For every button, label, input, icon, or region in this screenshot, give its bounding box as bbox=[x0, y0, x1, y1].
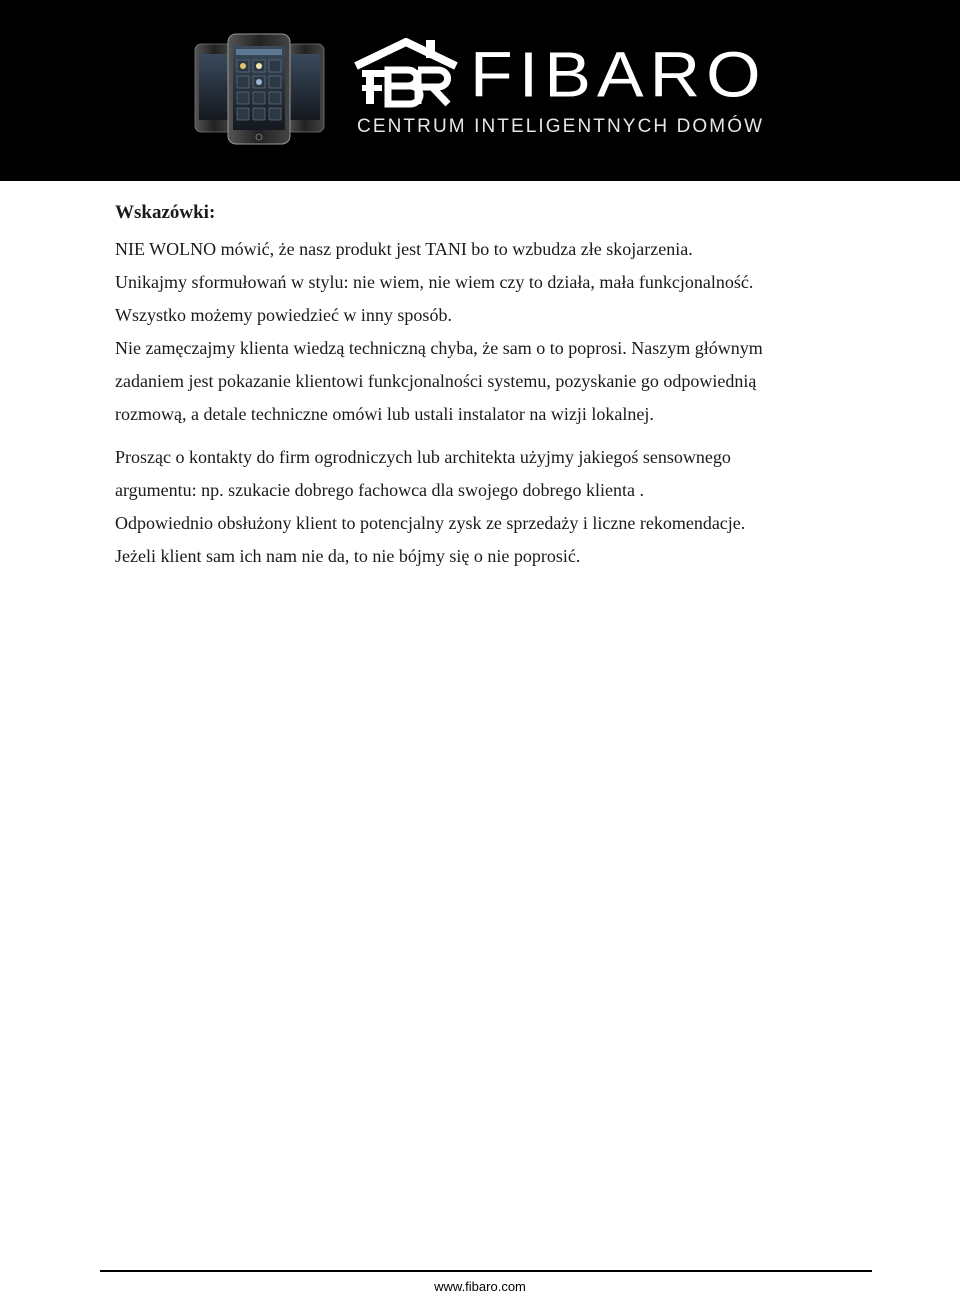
footer-divider bbox=[100, 1270, 872, 1272]
text-line: Wszystko możemy powiedzieć w inny sposób. bbox=[115, 305, 452, 325]
footer-url: www.fibaro.com bbox=[434, 1279, 526, 1294]
text-line: argumentu: np. szukacie dobrego fachowca dla swojego dobrego klienta . bbox=[115, 480, 644, 500]
text-line: Unikajmy sformułowań w stylu: nie wiem, nie wiem czy to działa, mała funkcjonalność. bbox=[115, 272, 754, 292]
section-heading: Wskazówki: bbox=[115, 202, 216, 223]
brand-tagline: CENTRUM INTELIGENTNYCH DOMÓW bbox=[357, 116, 765, 137]
brand-name: FIBARO bbox=[470, 38, 767, 111]
text-line: NIE WOLNO mówić, że nasz produkt jest TANI bo to wzbudza złe skojarzenia. bbox=[115, 239, 693, 259]
paragraph-contacts bbox=[115, 441, 875, 573]
document-body bbox=[115, 202, 875, 573]
fibaro-house-logo-icon bbox=[352, 38, 462, 108]
text-line: zadaniem jest pokazanie klientowi funkcjonalności systemu, pozyskanie go odpowiednią bbox=[115, 371, 757, 391]
text-line: Odpowiednio obsłużony klient to potencjalny zysk ze sprzedaży i liczne rekomendacje. bbox=[115, 513, 746, 533]
text-line: Jeżeli klient sam ich nam nie da, to nie bójmy się o nie poprosić. bbox=[115, 546, 581, 566]
text-line: Prosząc o kontakty do firm ogrodniczych lub architekta użyjmy jakiegoś sensownego bbox=[115, 447, 731, 467]
paragraph-guidelines bbox=[115, 233, 875, 431]
text-line: Nie zamęczajmy klienta wiedzą techniczną chyba, że sam o to poprosi. Naszym głównym bbox=[115, 338, 763, 358]
page-header bbox=[0, 0, 960, 181]
smartphones-app-image bbox=[190, 30, 330, 150]
paragraph-spacer bbox=[115, 431, 875, 441]
text-line: rozmową, a detale techniczne omówi lub ustali instalator na wizji lokalnej. bbox=[115, 404, 654, 424]
